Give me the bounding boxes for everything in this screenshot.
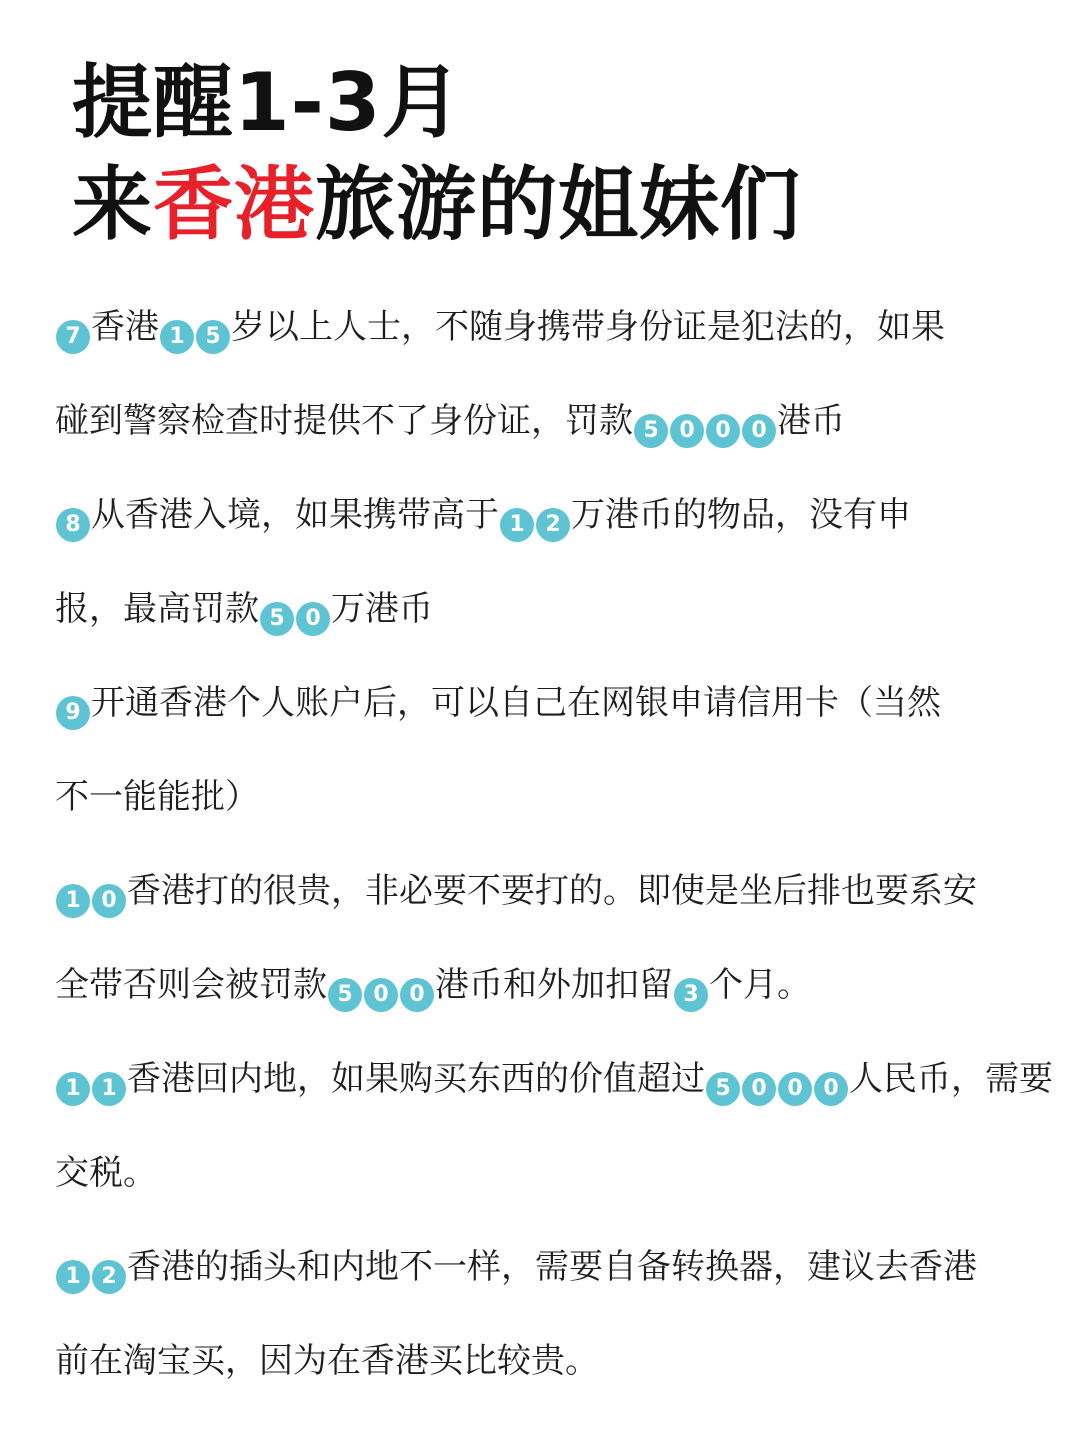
number-badge: 7 xyxy=(56,320,90,354)
line-text: 岁以上人士，不随身携带身份证是犯法的，如果 xyxy=(231,307,945,347)
line-text: 万港币的物品，没有申 xyxy=(571,495,911,535)
number-badge: 1 xyxy=(56,1072,90,1106)
number-badge: 0 xyxy=(92,884,126,918)
number-badge: 5 xyxy=(196,320,230,354)
line-text: 交税。 xyxy=(55,1153,157,1193)
line-text: 港币 xyxy=(777,401,845,441)
title-line-2 xyxy=(72,154,801,256)
number-badge: 1 xyxy=(500,508,534,542)
number-badge: 3 xyxy=(674,978,708,1012)
number-badge: 0 xyxy=(814,1072,848,1106)
number-badge: 5 xyxy=(706,1072,740,1106)
number-badge: 0 xyxy=(778,1072,812,1106)
number-badge: 0 xyxy=(742,414,776,448)
text-line xyxy=(55,938,1080,1032)
number-badge: 0 xyxy=(706,414,740,448)
line-text: 香港 xyxy=(91,307,159,347)
line-text: 香港的插头和内地不一样，需要自备转换器，建议去香港 xyxy=(127,1247,977,1287)
text-line xyxy=(55,1126,1080,1220)
number-badge: 0 xyxy=(364,978,398,1012)
line-text: 港币和外加扣留 xyxy=(435,965,673,1005)
tips-body xyxy=(55,280,1080,1408)
line-text: 不一能能批） xyxy=(55,777,259,817)
line-text: 香港打的很贵，非必要不要打的。即使是坐后排也要系安 xyxy=(127,871,977,911)
line-text: 个月。 xyxy=(709,965,811,1005)
text-line xyxy=(55,844,1080,938)
line-text: 香港回内地，如果购买东西的价值超过 xyxy=(127,1059,705,1099)
text-line xyxy=(55,1220,1080,1314)
number-badge: 8 xyxy=(56,508,90,542)
line-text: 全带否则会被罚款 xyxy=(55,965,327,1005)
title-accent-hong-kong: 香港 xyxy=(153,158,315,251)
number-badge: 5 xyxy=(328,978,362,1012)
text-line xyxy=(55,468,1080,562)
number-badge: 9 xyxy=(56,696,90,730)
number-badge: 2 xyxy=(536,508,570,542)
number-badge: 1 xyxy=(92,1072,126,1106)
number-badge: 1 xyxy=(160,320,194,354)
line-text: 前在淘宝买，因为在香港买比较贵。 xyxy=(55,1341,599,1381)
text-line xyxy=(55,374,1080,468)
number-badge: 0 xyxy=(670,414,704,448)
number-badge: 1 xyxy=(56,884,90,918)
text-line xyxy=(55,750,1080,844)
number-badge: 2 xyxy=(92,1260,126,1294)
text-line xyxy=(55,1314,1080,1408)
number-badge: 0 xyxy=(400,978,434,1012)
number-badge: 5 xyxy=(634,414,668,448)
number-badge: 1 xyxy=(56,1260,90,1294)
number-badge: 0 xyxy=(296,602,330,636)
page-title xyxy=(72,52,801,256)
line-text: 人民币，需要 xyxy=(849,1059,1053,1099)
line-text: 从香港入境，如果携带高于 xyxy=(91,495,499,535)
title-line-2-post: 旅游的姐妹们 xyxy=(315,158,801,251)
number-badge: 5 xyxy=(260,602,294,636)
text-line xyxy=(55,562,1080,656)
line-text: 万港币 xyxy=(331,589,433,629)
line-text: 开通香港个人账户后，可以自己在网银申请信用卡（当然 xyxy=(91,683,941,723)
title-line-2-pre: 来 xyxy=(72,158,153,251)
number-badge: 0 xyxy=(742,1072,776,1106)
title-line-1: 提醒1-3月 xyxy=(72,56,463,149)
text-line xyxy=(55,280,1080,374)
line-text: 报，最高罚款 xyxy=(55,589,259,629)
text-line xyxy=(55,1032,1080,1126)
text-line xyxy=(55,656,1080,750)
line-text: 碰到警察检查时提供不了身份证，罚款 xyxy=(55,401,633,441)
